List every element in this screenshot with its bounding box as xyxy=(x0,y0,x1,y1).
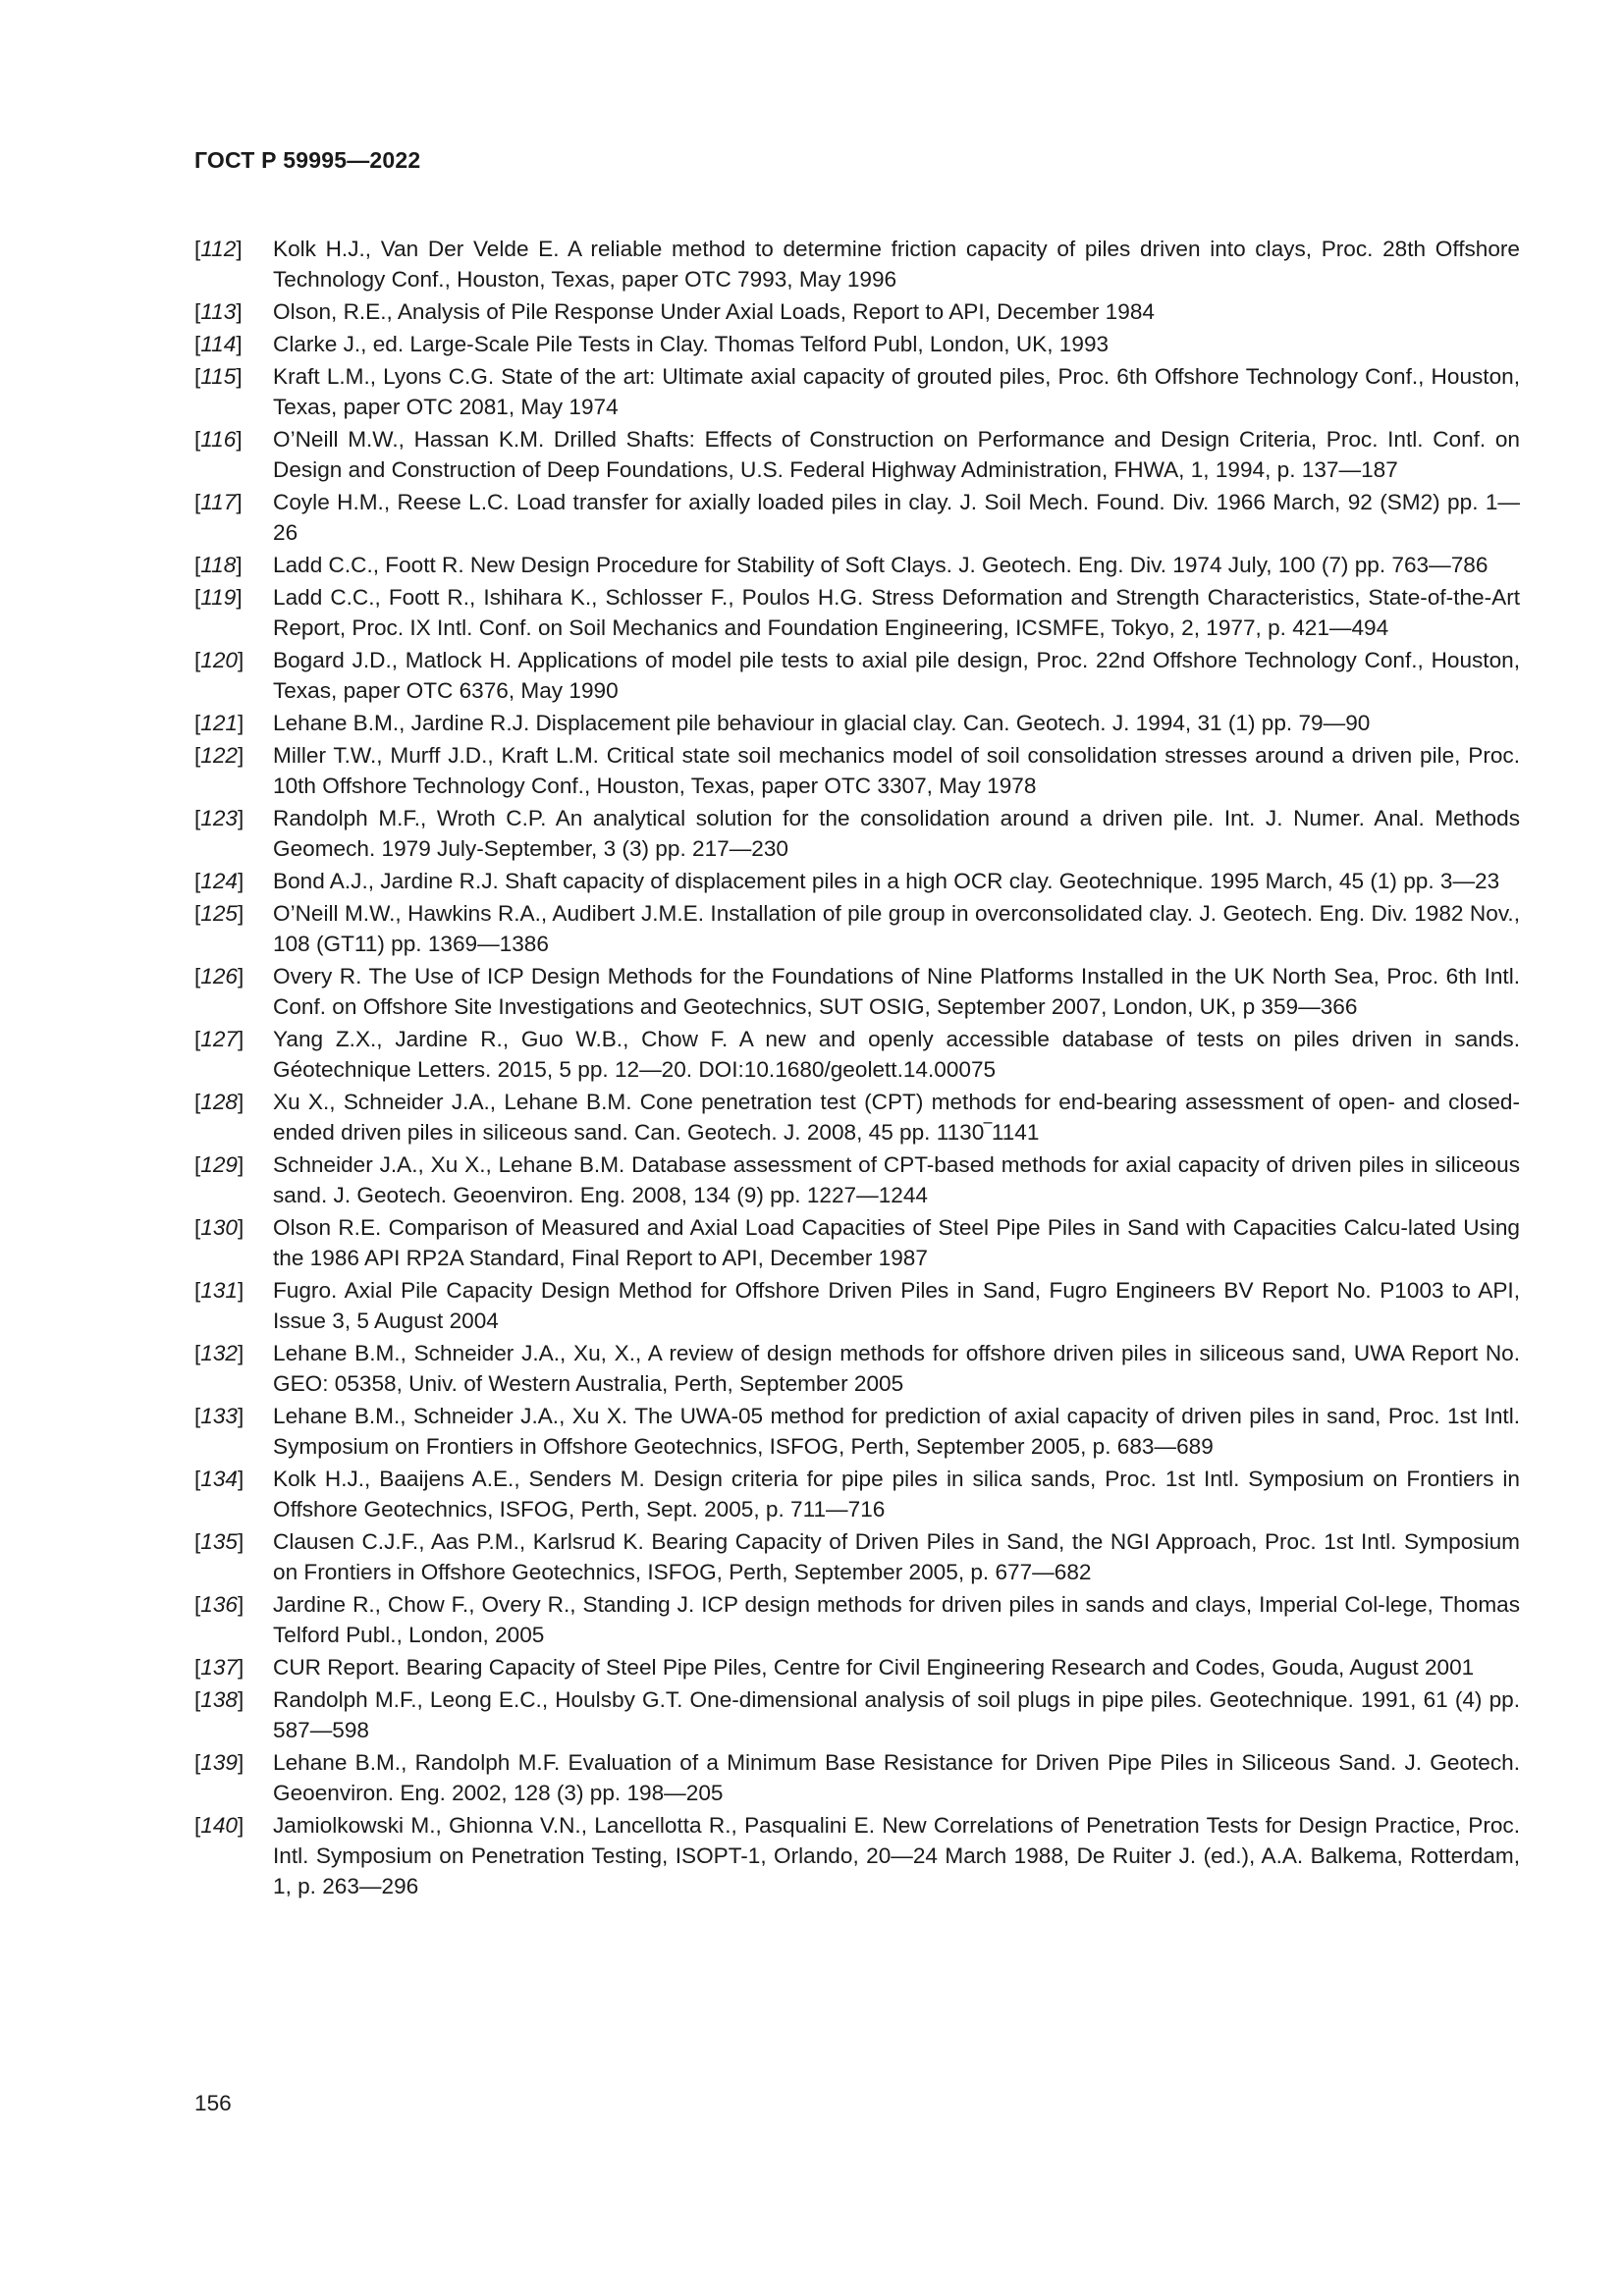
reference-number: [136] xyxy=(194,1592,244,1617)
reference-number-value: 139 xyxy=(200,1750,238,1775)
reference-text: Clausen C.J.F., Aas P.M., Karlsrud K. Bearing Capacity of Driven Piles in Sand, the NGI Approach, Proc. 1st Intl. Symposium on Frontiers in Offshore Geotechnics, ISFOG, Perth, September 2005, p. 677—682 xyxy=(273,1529,1520,1584)
reference-number-value: 116 xyxy=(200,427,237,452)
reference-number-value: 138 xyxy=(200,1687,238,1712)
reference-item xyxy=(194,740,1520,801)
reference-number: [117] xyxy=(194,490,243,514)
reference-number: [140] xyxy=(194,1813,244,1838)
reference-number: [112] xyxy=(194,237,243,261)
reference-text: O’Neill M.W., Hawkins R.A., Audibert J.M.E. Installation of pile group in overconsolidated clay. J. Geotech. Eng. Div. 1982 Nov., 108 (GT11) pp. 1369—1386 xyxy=(273,901,1520,956)
reference-number: [126] xyxy=(194,964,244,988)
reference-text: Miller T.W., Murff J.D., Kraft L.M. Critical state soil mechanics model of soil consolidation stresses around a driven pile, Proc. 10th Offshore Technology Conf., Houston, Texas, paper OTC 3307, May 1978 xyxy=(273,743,1520,798)
reference-number: [124] xyxy=(194,869,244,893)
reference-number-value: 131 xyxy=(200,1278,238,1303)
reference-text: O’Neill M.W., Hassan K.M. Drilled Shafts: Effects of Construction on Performance and Design Criteria, Proc. Intl. Conf. on Design and Construction of Deep Foundations, U.S. Federal Highway Administration, FHWA, 1, 1994, p. 137—187 xyxy=(273,427,1520,482)
reference-text: Jardine R., Chow F., Overy R., Standing J. ICP design methods for driven piles in sands and clays, Imperial Col-lege, Thomas Telford Publ., London, 2005 xyxy=(273,1592,1520,1647)
reference-item xyxy=(194,582,1520,643)
reference-list xyxy=(194,234,1520,1903)
reference-item xyxy=(194,898,1520,959)
reference-number: [113] xyxy=(194,299,243,324)
reference-number-value: 136 xyxy=(200,1592,238,1617)
reference-item xyxy=(194,361,1520,422)
reference-number: [119] xyxy=(194,585,243,610)
reference-text: CUR Report. Bearing Capacity of Steel Pipe Piles, Centre for Civil Engineering Research and Codes, Gouda, August 2001 xyxy=(273,1655,1475,1680)
reference-item xyxy=(194,329,1520,359)
reference-number-value: 133 xyxy=(200,1404,238,1428)
reference-number-value: 128 xyxy=(200,1090,238,1114)
reference-number-value: 135 xyxy=(200,1529,238,1554)
reference-number-value: 117 xyxy=(200,490,237,514)
reference-text: Randolph M.F., Leong E.C., Houlsby G.T. One-dimensional analysis of soil plugs in pipe piles. Geotechnique. 1991, 61 (4) pp. 587—598 xyxy=(273,1687,1520,1742)
reference-number-value: 140 xyxy=(200,1813,238,1838)
reference-number-value: 134 xyxy=(200,1467,238,1491)
reference-number-value: 119 xyxy=(200,585,237,610)
reference-item xyxy=(194,1149,1520,1210)
reference-number: [122] xyxy=(194,743,244,768)
reference-text: Lehane B.M., Jardine R.J. Displacement pile behaviour in glacial clay. Can. Geotech. J. 1994, 31 (1) pp. 79—90 xyxy=(273,711,1371,735)
reference-number: [115] xyxy=(194,364,243,389)
reference-number: [125] xyxy=(194,901,244,926)
reference-number-value: 124 xyxy=(200,869,238,893)
reference-item xyxy=(194,1338,1520,1399)
reference-number-value: 137 xyxy=(200,1655,238,1680)
reference-item xyxy=(194,296,1520,327)
reference-item xyxy=(194,1275,1520,1336)
reference-text: Lehane B.M., Schneider J.A., Xu, X., A review of design methods for offshore driven piles in siliceous sand, UWA Report No. GEO: 05358, Univ. of Western Australia, Perth, September 2005 xyxy=(273,1341,1520,1396)
page-number: 156 xyxy=(194,2091,232,2115)
reference-number: [127] xyxy=(194,1027,244,1051)
reference-item xyxy=(194,1652,1520,1682)
reference-text: Kolk H.J., Baaijens A.E., Senders M. Design criteria for pipe piles in silica sands, Proc. 1st Intl. Symposium on Frontiers in Offshore Geotechnics, ISFOG, Perth, Sept. 2005, p. 711—716 xyxy=(273,1467,1520,1522)
reference-item xyxy=(194,961,1520,1022)
reference-number-value: 126 xyxy=(200,964,238,988)
reference-text: Kolk H.J., Van Der Velde E. A reliable method to determine friction capacity of piles driven into clays, Proc. 28th Offshore Technology Conf., Houston, Texas, paper OTC 7993, May 1996 xyxy=(273,237,1520,292)
reference-text: Fugro. Axial Pile Capacity Design Method for Offshore Driven Piles in Sand, Fugro Engineers BV Report No. P1003 to API, Issue 3, 5 August 2004 xyxy=(273,1278,1520,1333)
reference-number: [132] xyxy=(194,1341,244,1365)
reference-text: Ladd C.C., Foott R., Ishihara K., Schlosser F., Poulos H.G. Stress Deformation and Strength Characteristics, State-of-the-Art Report, Proc. IX Intl. Conf. on Soil Mechanics and Foundation Engineering, ICSMFE, Tokyo, 2, 1977, p. 421—494 xyxy=(273,585,1520,640)
reference-text: Schneider J.A., Xu X., Lehane B.M. Database assessment of CPT-based methods for axial capacity of driven piles in siliceous sand. J. Geotech. Geoenviron. Eng. 2008, 134 (9) pp. 1227—1244 xyxy=(273,1152,1520,1207)
reference-number: [139] xyxy=(194,1750,244,1775)
reference-text: Bogard J.D., Matlock H. Applications of model pile tests to axial pile design, Proc. 22nd Offshore Technology Conf., Houston, Texas, paper OTC 6376, May 1990 xyxy=(273,648,1520,703)
reference-item xyxy=(194,234,1520,294)
reference-number: [133] xyxy=(194,1404,244,1428)
reference-number: [116] xyxy=(194,427,243,452)
reference-item xyxy=(194,1401,1520,1462)
reference-item xyxy=(194,1684,1520,1745)
reference-text: Lehane B.M., Schneider J.A., Xu X. The UWA-05 method for prediction of axial capacity of driven piles in sand, Proc. 1st Intl. Symposium on Frontiers in Offshore Geotechnics, ISFOG, Perth, September 2005, p. 683—689 xyxy=(273,1404,1520,1459)
reference-number: [123] xyxy=(194,806,244,830)
reference-number-value: 120 xyxy=(200,648,238,672)
reference-number-value: 121 xyxy=(200,711,238,735)
reference-number-value: 122 xyxy=(200,743,238,768)
reference-item xyxy=(194,1526,1520,1587)
reference-item xyxy=(194,424,1520,485)
reference-number: [128] xyxy=(194,1090,244,1114)
reference-text: Xu X., Schneider J.A., Lehane B.M. Cone penetration test (CPT) methods for end-bearing assessment of open- and closed-ended driven piles in siliceous sand. Can. Geotech. J. 2008, 45 pp. 1130‾1141 xyxy=(273,1090,1520,1145)
reference-number: [129] xyxy=(194,1152,244,1177)
reference-number: [121] xyxy=(194,711,244,735)
reference-item xyxy=(194,1464,1520,1524)
reference-text: Coyle H.M., Reese L.C. Load transfer for axially loaded piles in clay. J. Soil Mech. Found. Div. 1966 March, 92 (SM2) pp. 1—26 xyxy=(273,490,1520,545)
reference-number: [137] xyxy=(194,1655,244,1680)
reference-number-value: 127 xyxy=(200,1027,238,1051)
reference-item xyxy=(194,1747,1520,1808)
reference-number-value: 113 xyxy=(200,299,237,324)
reference-text: Kraft L.M., Lyons C.G. State of the art: Ultimate axial capacity of grouted piles, Proc. 6th Offshore Technology Conf., Houston, Texas, paper OTC 2081, May 1974 xyxy=(273,364,1520,419)
reference-item xyxy=(194,487,1520,548)
reference-text: Randolph M.F., Wroth C.P. An analytical solution for the consolidation around a driven pile. Int. J. Numer. Anal. Methods Geomech. 1979 July-September, 3 (3) pp. 217—230 xyxy=(273,806,1520,861)
reference-text: Olson, R.E., Analysis of Pile Response Under Axial Loads, Report to API, December 1984 xyxy=(273,299,1155,324)
reference-text: Overy R. The Use of ICP Design Methods for the Foundations of Nine Platforms Installed in the UK North Sea, Proc. 6th Intl. Conf. on Offshore Site Investigations and Geotechnics, SUT OSIG, September 2007, London, UK, p 359—366 xyxy=(273,964,1520,1019)
reference-item xyxy=(194,1810,1520,1901)
reference-number-value: 115 xyxy=(200,364,237,389)
reference-number-value: 118 xyxy=(200,553,237,577)
reference-number: [134] xyxy=(194,1467,244,1491)
reference-item xyxy=(194,803,1520,864)
reference-number: [138] xyxy=(194,1687,244,1712)
document-code-header: ГОСТ Р 59995—2022 xyxy=(194,147,421,173)
reference-item xyxy=(194,1024,1520,1085)
reference-number-value: 130 xyxy=(200,1215,238,1240)
reference-number: [114] xyxy=(194,332,243,356)
reference-item xyxy=(194,1589,1520,1650)
reference-item xyxy=(194,708,1520,738)
reference-text: Ladd C.C., Foott R. New Design Procedure for Stability of Soft Clays. J. Geotech. Eng. Div. 1974 July, 100 (7) pp. 763—786 xyxy=(273,553,1489,577)
reference-item xyxy=(194,550,1520,580)
reference-number-value: 129 xyxy=(200,1152,238,1177)
reference-text: Clarke J., ed. Large-Scale Pile Tests in Clay. Thomas Telford Publ, London, UK, 1993 xyxy=(273,332,1110,356)
reference-number-value: 123 xyxy=(200,806,238,830)
reference-number: [130] xyxy=(194,1215,244,1240)
reference-item xyxy=(194,1087,1520,1148)
reference-text: Olson R.E. Comparison of Measured and Axial Load Capacities of Steel Pipe Piles in Sand with Capacities Calcu-lated Using the 1986 API RP2A Standard, Final Report to API, December 1987 xyxy=(273,1215,1520,1270)
reference-number-value: 112 xyxy=(200,237,237,261)
reference-number: [131] xyxy=(194,1278,244,1303)
reference-number: [135] xyxy=(194,1529,244,1554)
reference-number-value: 114 xyxy=(200,332,237,356)
reference-number: [120] xyxy=(194,648,244,672)
reference-text: Lehane B.M., Randolph M.F. Evaluation of a Minimum Base Resistance for Driven Pipe Piles in Siliceous Sand. J. Geotech. Geoenviron. Eng. 2002, 128 (3) pp. 198—205 xyxy=(273,1750,1520,1805)
reference-item xyxy=(194,1212,1520,1273)
reference-number-value: 132 xyxy=(200,1341,238,1365)
reference-text: Yang Z.X., Jardine R., Guo W.B., Chow F. A new and openly accessible database of tests on piles driven in sands. Géotechnique Letters. 2015, 5 pp. 12—20. DOI:10.1680/geolett.14.00075 xyxy=(273,1027,1520,1082)
reference-text: Jamiolkowski M., Ghionna V.N., Lancellotta R., Pasqualini E. New Correlations of Penetration Tests for Design Practice, Proc. Intl. Symposium on Penetration Testing, ISOPT-1, Orlando, 20—24 March 1988, De Ruiter J. (ed.), A.A. Balkema, Rotterdam, 1, p. 263—296 xyxy=(273,1813,1520,1898)
reference-text: Bond A.J., Jardine R.J. Shaft capacity of displacement piles in a high OCR clay. Geotechnique. 1995 March, 45 (1) pp. 3—23 xyxy=(273,869,1500,893)
reference-item xyxy=(194,645,1520,706)
reference-number-value: 125 xyxy=(200,901,238,926)
reference-number: [118] xyxy=(194,553,243,577)
reference-item xyxy=(194,866,1520,896)
